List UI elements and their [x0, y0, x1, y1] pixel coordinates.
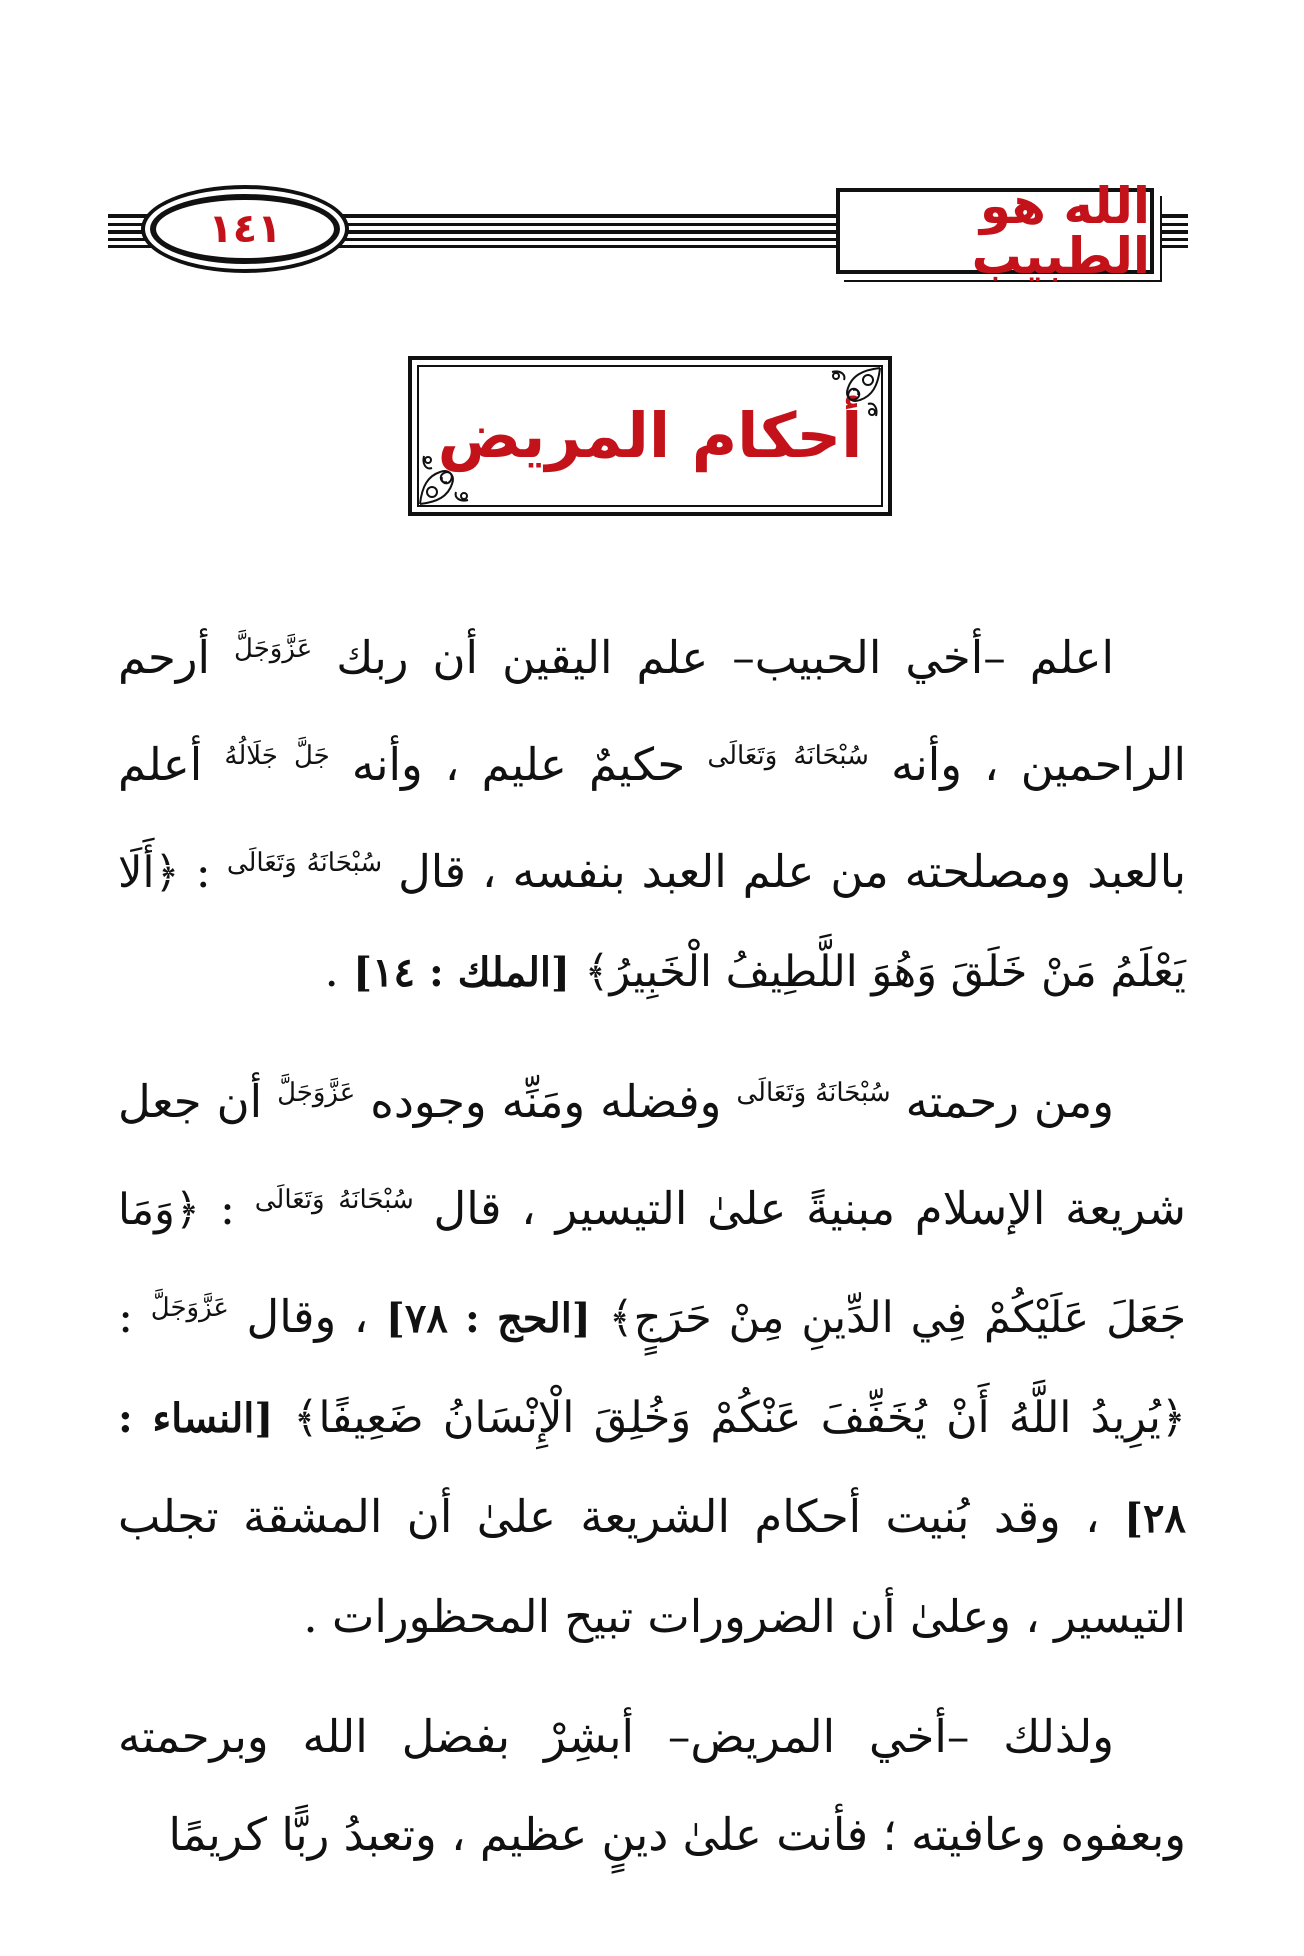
honorific: سُبْحَانَهُ وَتَعَالَى	[736, 1078, 891, 1108]
text-run: أن جعل شريعة الإسلام مبنيةً علىٰ التيسير ، قال	[118, 1075, 1186, 1235]
page-number-badge	[150, 194, 340, 264]
verse-citation: [النساء : ٢٨]	[118, 1395, 1187, 1542]
honorific: عَزَّوَجَلَّ	[150, 1293, 229, 1323]
honorific: سُبْحَانَهُ وَتَعَالَى	[226, 848, 383, 878]
verse-citation: [الملك : ١٤]	[353, 949, 570, 996]
body-text	[118, 600, 1186, 1906]
paragraph-3	[118, 1688, 1186, 1884]
text-run: ، وقد بُنيت أحكام الشريعة علىٰ أن المشقة تجلب التيسير ، وعلىٰ أن الضرورات تبيح المحظورات .	[118, 1490, 1186, 1643]
book-title: الله هو الطبيب	[971, 177, 1150, 285]
text-run: ولذلك –أخي المريض– أبشِرْ بفضل الله وبرحمته وبعفوه وعافيته ؛ فأنت علىٰ دينٍ عظيم ، وتعبدُ ربًّا كريمًا	[118, 1710, 1186, 1861]
text-run: ومن رحمته	[905, 1075, 1114, 1128]
quran-verse: ﴿يُرِيدُ اللَّهُ أَنْ يُخَفِّفَ عَنْكُمْ وَخُلِقَ الْإِنْسَانُ ضَعِيفًا﴾	[293, 1393, 1187, 1443]
text-run: .	[324, 944, 339, 997]
corner-ornament-icon	[812, 366, 882, 436]
text-run: وفضله ومَنِّه وجوده	[370, 1075, 722, 1128]
honorific: عَزَّوَجَلَّ	[234, 634, 313, 664]
quran-verse: ﴿وَمَا جَعَلَ عَلَيْكُمْ فِي الدِّينِ مِنْ حَرَجٍ﴾	[118, 1185, 1187, 1343]
text-run: :	[195, 845, 211, 898]
text-run: ، وقال	[246, 1290, 369, 1343]
book-title-box	[836, 177, 1154, 285]
text-run: اعلم –أخي الحبيب– علم اليقين أن ربك	[336, 631, 1114, 684]
paragraph-2	[118, 1044, 1186, 1666]
honorific: جَلَّ جَلَالُهُ	[224, 741, 330, 771]
honorific: سُبْحَانَهُ وَتَعَالَى	[707, 741, 869, 771]
text-run: :	[219, 1182, 236, 1235]
corner-ornament-icon	[418, 436, 488, 506]
paragraph-1	[118, 600, 1186, 1022]
page-number: ١٤١	[208, 206, 282, 252]
chapter-title: أحكام المريض	[437, 399, 863, 472]
text-run: حكيمٌ عليم ، وأنه	[351, 738, 686, 791]
honorific: سُبْحَانَهُ وَتَعَالَى	[254, 1185, 414, 1215]
text-run: أعلم بالعبد ومصلحته من علم العبد بنفسه ، قال	[118, 738, 1187, 898]
running-header	[108, 177, 1188, 285]
text-run: أرحم الراحمين ، وأنه	[118, 631, 1187, 791]
text-run: :	[118, 1290, 134, 1343]
honorific: عَزَّوَجَلَّ	[277, 1078, 356, 1108]
quran-verse: ﴿أَلَا يَعْلَمُ مَنْ خَلَقَ وَهُوَ اللَّطِيفُ الْخَبِيرُ﴾	[118, 848, 1186, 997]
verse-citation: [الحج : ٧٨]	[385, 1295, 591, 1342]
chapter-title-box	[408, 356, 892, 516]
